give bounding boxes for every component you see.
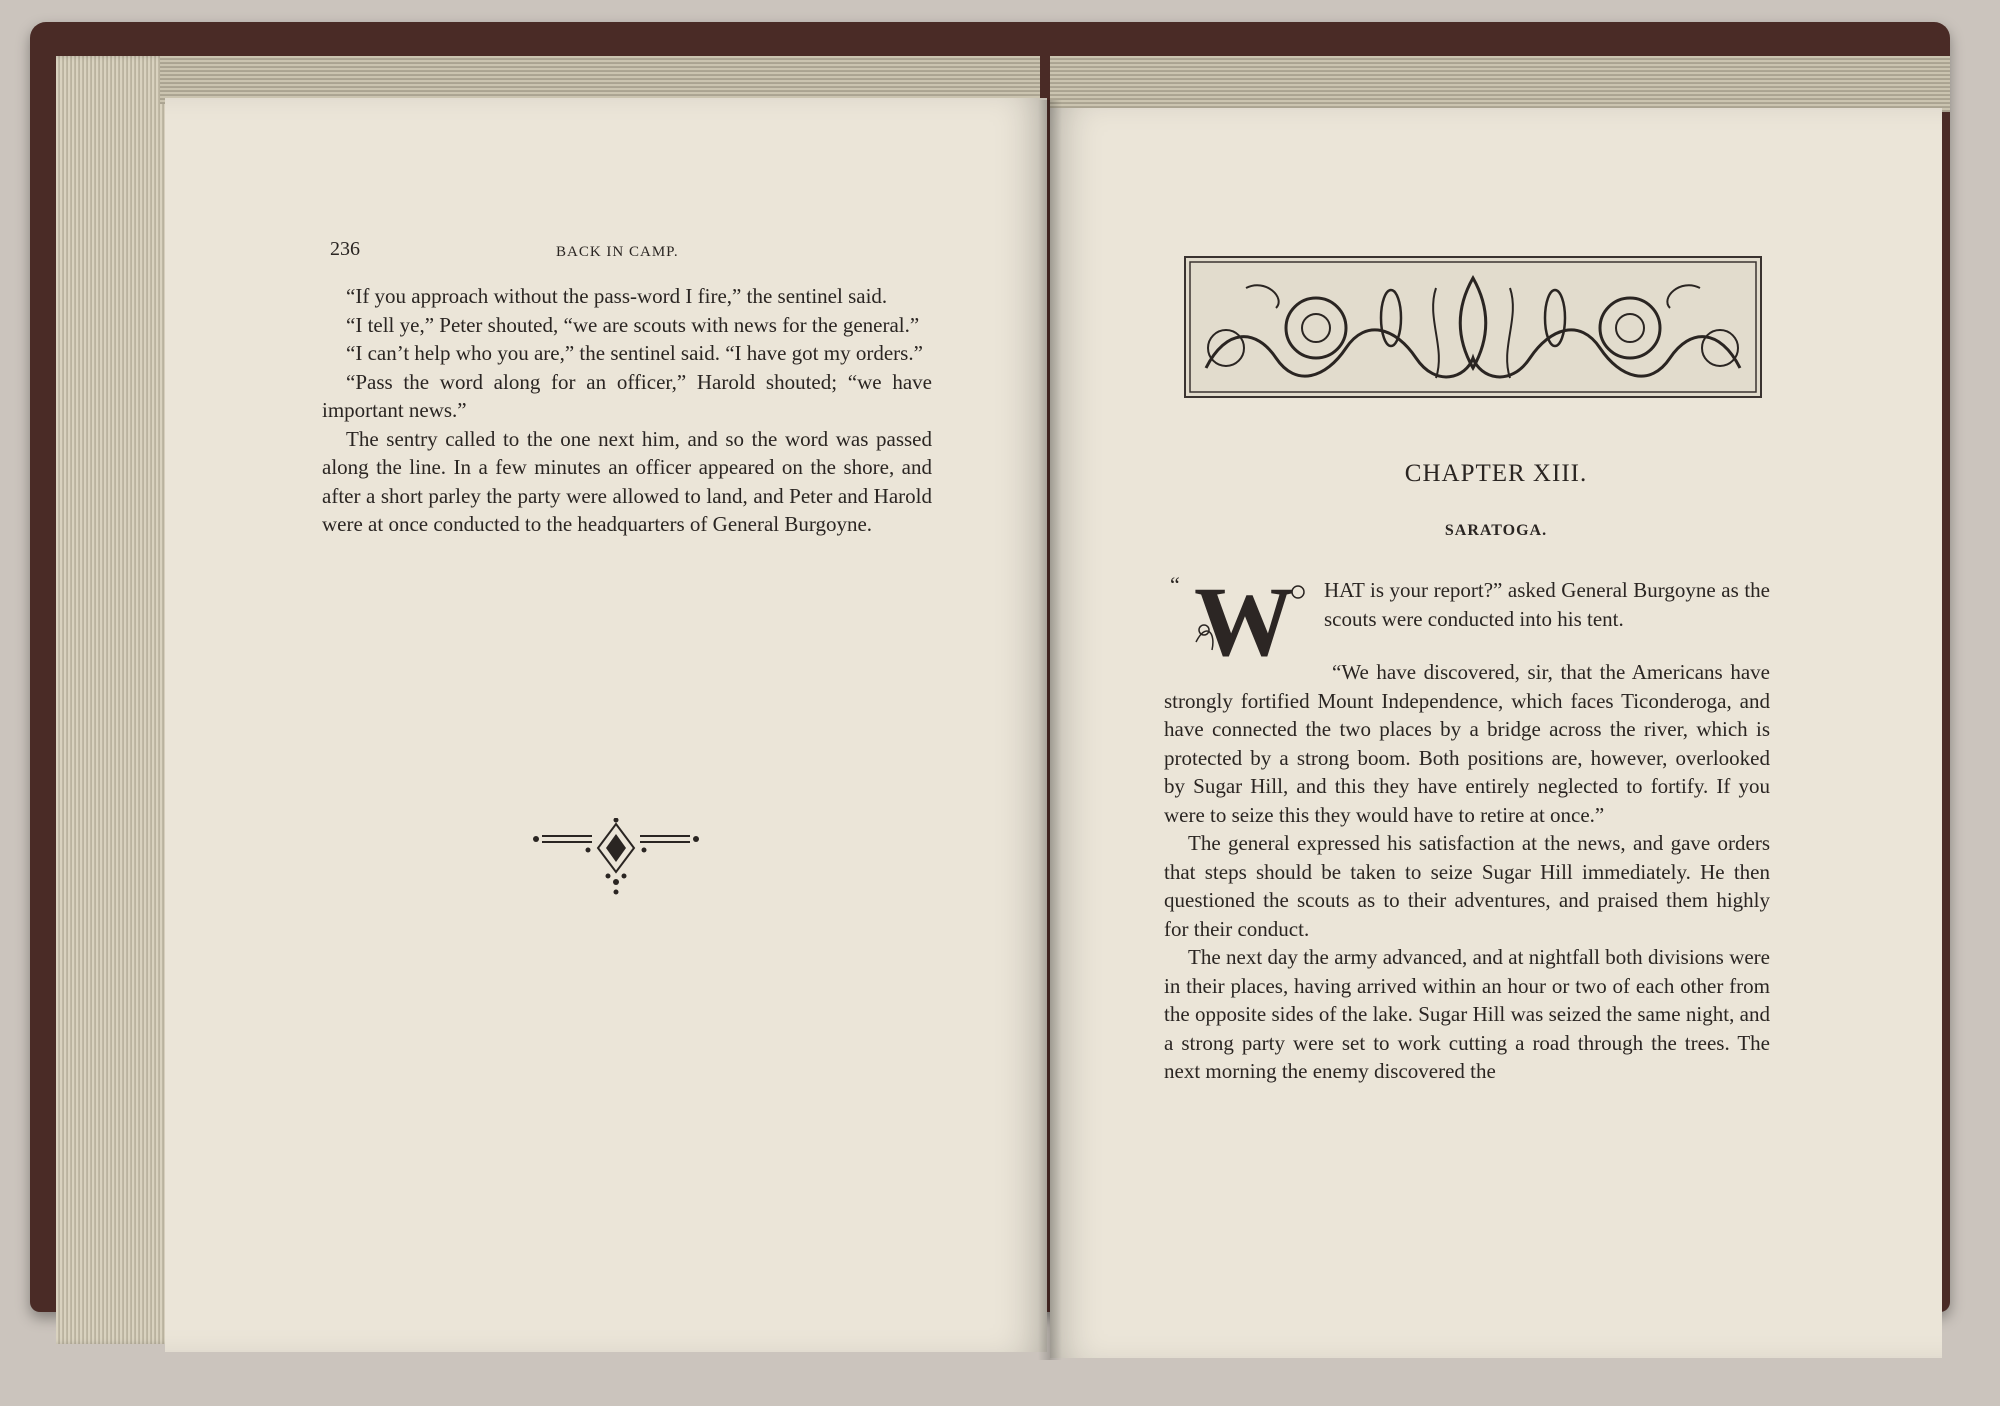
opening-quote: “ (1170, 572, 1180, 597)
page-edges-top-right (1050, 56, 1950, 112)
chapter-subtitle: SARATOGA. (1444, 522, 1548, 539)
paragraph: The general expressed his satisfaction at the news, and gave orders that steps should be taken to seize Sugar Hill immediately. He then questioned the scouts as to their adventures, and praised them highly for their conduct. (1164, 831, 1770, 941)
paragraph: The next day the army advanced, and at nightfall both divisions were in their places, having arrived within an hour or two of each other from the opposite sides of the lake. Sugar Hill was seized the same night, and a strong party were set to work cutting a road through the trees. The next morning the enemy discovered the (1164, 945, 1770, 1083)
paragraph: “I can’t help who you are,” the sentinel said. “I have got my orders.” (346, 341, 923, 365)
chapter-title: CHAPTER XIII. (1404, 460, 1588, 487)
paragraph: “We have discovered, sir, that the Americans have strongly fortified Mount Independence, which faces Ticonderoga, and have connected the two places by a bridge across the river, which is protected by a strong boom. Both positions are, however, overlooked by Sugar Hill, and this they have entirely neglected to fortify. If you were to seize this they would have to retire at once.” (1164, 660, 1770, 827)
running-head: BACK IN CAMP. (556, 244, 679, 260)
book-gutter (1038, 100, 1062, 1360)
left-page-text (322, 282, 932, 539)
right-page-text (1164, 658, 1770, 1086)
drop-cap-letter: W (1194, 566, 1290, 677)
page-edges-top-left (160, 56, 1040, 104)
drop-cap (1186, 566, 1316, 677)
page-number: 236 (330, 238, 360, 260)
chapter-headpiece-ornament-icon (1184, 256, 1762, 398)
tailpiece-ornament-icon (530, 818, 702, 902)
paragraph: “I tell ye,” Peter shouted, “we are scouts with news for the general.” (346, 312, 920, 337)
opening-lines: HAT is your report?” asked General Burgoyne as the scouts were conducted into his tent. (1324, 578, 1770, 631)
paragraph: The sentry called to the one next him, and so the word was passed along the line. In a few minutes an officer appeared on the shore, and after a short parley the party were allowed to land, and Peter and Harold were at once conducted to the headquarters of General Burgoyne. (322, 426, 932, 536)
paragraph: “If you approach without the pass-word I fire,” the sentinel said. (346, 284, 888, 308)
paragraph: “Pass the word along for an officer,” Harold shouted; “we have important news.” (322, 369, 932, 422)
page-edges-left (56, 56, 174, 1344)
